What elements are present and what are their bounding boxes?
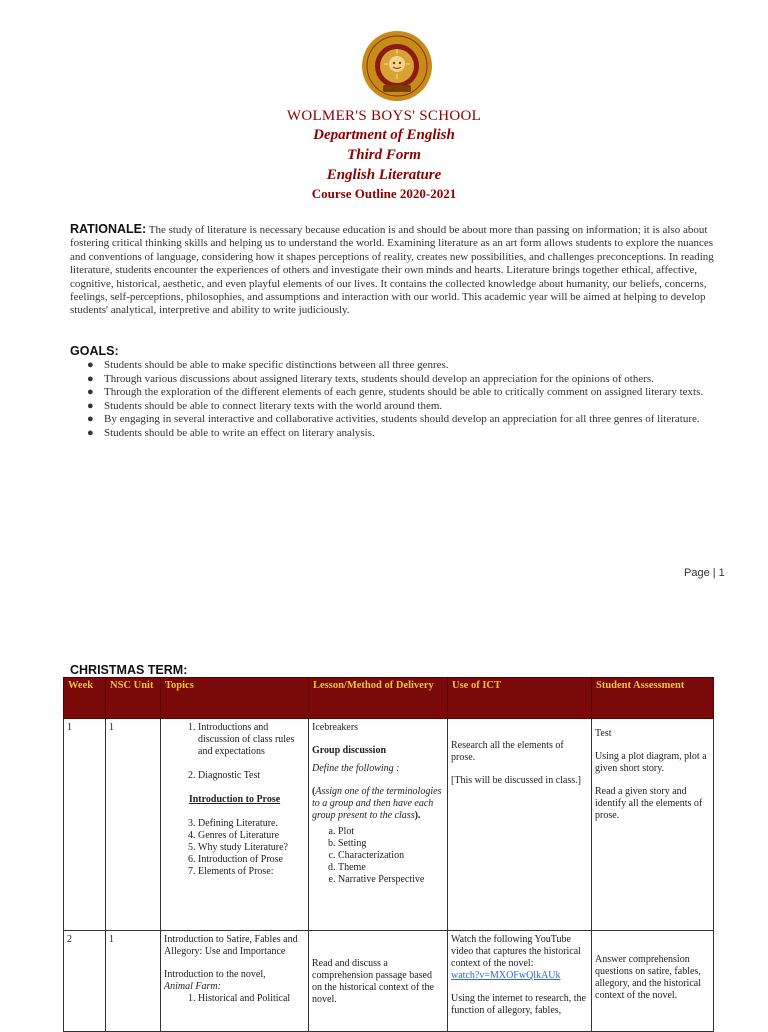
topics-novel-title: Animal Farm: <box>164 981 221 992</box>
cell-topics <box>161 931 309 1032</box>
list-item: d. Theme <box>338 862 444 874</box>
rationale-label: RATIONALE: <box>70 222 147 236</box>
list-item: 1. Historical and Political <box>198 993 305 1005</box>
bullet-icon: ● <box>87 359 94 371</box>
list-item: b. Setting <box>338 838 444 850</box>
bullet-icon: ● <box>87 386 94 398</box>
topics-list <box>164 770 305 782</box>
topics-subheading: Introduction to Prose <box>188 794 281 805</box>
goal-item: ● By engaging in several interactive and collaborative activities, students should develop an appreciation for all three genres of literature. <box>87 413 700 425</box>
topics-novel: Introduction to the novel, <box>164 969 266 980</box>
topics-list <box>164 818 305 878</box>
cell-week: 1 <box>64 719 106 931</box>
course-outline-table <box>63 677 714 1032</box>
cell-lesson <box>309 931 448 1032</box>
header-student-assessment: Student Assessment <box>592 678 714 719</box>
course-outline-title: Course Outline 2020-2021 <box>311 186 457 201</box>
school-crest-icon <box>361 30 433 102</box>
topics-list <box>164 722 305 758</box>
ict-research: Research all the elements of prose. <box>451 740 564 763</box>
ict-link <box>451 970 588 982</box>
assessment-plot: Using a plot diagram, plot a given short story. <box>595 751 707 774</box>
assessment-test: Test <box>595 728 612 739</box>
list-item: 3. Defining Literature. <box>198 818 305 830</box>
cell-ict <box>448 719 592 931</box>
lesson-group-discussion: Group discussion <box>312 745 387 756</box>
header-nsc-unit: NSC Unit <box>106 678 161 719</box>
bullet-icon: ● <box>87 399 94 412</box>
lesson-define: Define the following : <box>312 763 400 774</box>
header-topics: Topics <box>161 678 309 719</box>
goal-item: ● Through the exploration of the different elements of each genre, students should be able to critically comment on assigned literary texts. <box>87 386 704 398</box>
cell-assessment <box>592 719 714 931</box>
list-item: 2. Diagnostic Test <box>198 770 305 782</box>
page-number: Page | 1 <box>684 567 725 579</box>
list-item: 1. Introductions and discussion of class rules and expectations <box>198 722 305 758</box>
department-title: Department of English <box>313 127 455 143</box>
subject-title: English Literature <box>326 167 442 183</box>
cell-ict <box>448 931 592 1032</box>
assessment-comprehension: Answer comprehension questions on satire, fables, allegory, and the historical context of the novel. <box>595 954 701 1001</box>
list-item: e. Narrative Perspective <box>338 874 444 886</box>
bullet-icon: ● <box>87 426 94 439</box>
lesson-assign: (Assign one of the terminologies to a group and then have each group present to the class). <box>312 786 442 821</box>
cell-assessment <box>592 931 714 1032</box>
list-item: a. Plot <box>338 826 444 838</box>
topics-list <box>164 993 305 1005</box>
topics-intro: Introduction to Satire, Fables and Allegory: Use and Importance <box>164 934 298 957</box>
lesson-read-discuss: Read and discuss a comprehension passage based on the historical context of the novel. <box>312 958 434 1005</box>
ict-note: [This will be discussed in class.] <box>451 775 581 786</box>
goal-item: ● Students should be able to connect literary texts with the world around them. <box>87 399 443 412</box>
youtube-link[interactable]: watch?v=MXOFwQlkAUk <box>451 970 561 981</box>
goal-item: ● Through various discussions about assigned literary texts, students should develop an appreciation for the opinions of others. <box>87 372 654 385</box>
list-item: 5. Why study Literature? <box>198 842 305 854</box>
ict-youtube: Watch the following YouTube video that captures the historical context of the novel: <box>451 934 581 969</box>
table-header-row <box>64 678 714 719</box>
list-item: 6. Introduction of Prose <box>198 854 305 866</box>
rationale-section <box>70 223 722 318</box>
lesson-terms-list <box>312 826 444 886</box>
table-row <box>64 719 714 931</box>
cell-topics <box>161 719 309 931</box>
lesson-icebreakers: Icebreakers <box>312 722 359 733</box>
header-lesson-method: Lesson/Method of Delivery <box>309 678 448 719</box>
cell-week: 2 <box>64 931 106 1032</box>
cell-lesson <box>309 719 448 931</box>
term-heading: CHRISTMAS TERM: <box>70 663 188 677</box>
assessment-elements: Read a given story and identify all the elements of prose. <box>595 786 703 821</box>
list-item: c. Characterization <box>338 850 444 862</box>
rationale-text: The study of literature is necessary because education is and should be about more than passing on information; it is also about fostering critical thinking skills and helping us to understand the world. Examining literature as an art form allows students to explore the nuances and conventions of language, considering how it shapes perceptions of reality, creates new possibilities, and challenges preconceptions. In reading literature, students encounter the experiences of others and investigate their own minds and hearts. Literature brings together ethical, affective, cognitive, historical, aesthetic, and even playful elements of our lives. It contains the collected knowledge about humanity, our beliefs, concerns, feelings, self-perceptions, philosophies, and assumptions and interaction with our world. This academic year will be aimed at helping to develop students' analytical, interpretive and ability to write judiciously. <box>70 224 714 317</box>
goal-item: ● Students should be able to make specific distinctions between all three genres. <box>87 359 449 371</box>
table-row <box>64 931 714 1032</box>
goals-heading: GOALS: <box>70 344 119 358</box>
list-item: 7. Elements of Prose: <box>198 866 305 878</box>
ict-research: Using the internet to research, the function of allegory, fables, <box>451 993 586 1016</box>
bullet-icon: ● <box>87 372 94 385</box>
header-week: Week <box>64 678 106 719</box>
goal-item: ● Students should be able to write an effect on literary analysis. <box>87 426 375 439</box>
goals-list <box>84 359 724 440</box>
list-item: 4. Genres of Literature <box>198 830 305 842</box>
form-title: Third Form <box>347 147 421 163</box>
header-use-of-ict: Use of ICT <box>448 678 592 719</box>
cell-unit: 1 <box>106 931 161 1032</box>
school-name: WOLMER'S BOYS' SCHOOL <box>286 108 482 124</box>
bullet-icon: ● <box>87 413 94 425</box>
cell-unit: 1 <box>106 719 161 931</box>
